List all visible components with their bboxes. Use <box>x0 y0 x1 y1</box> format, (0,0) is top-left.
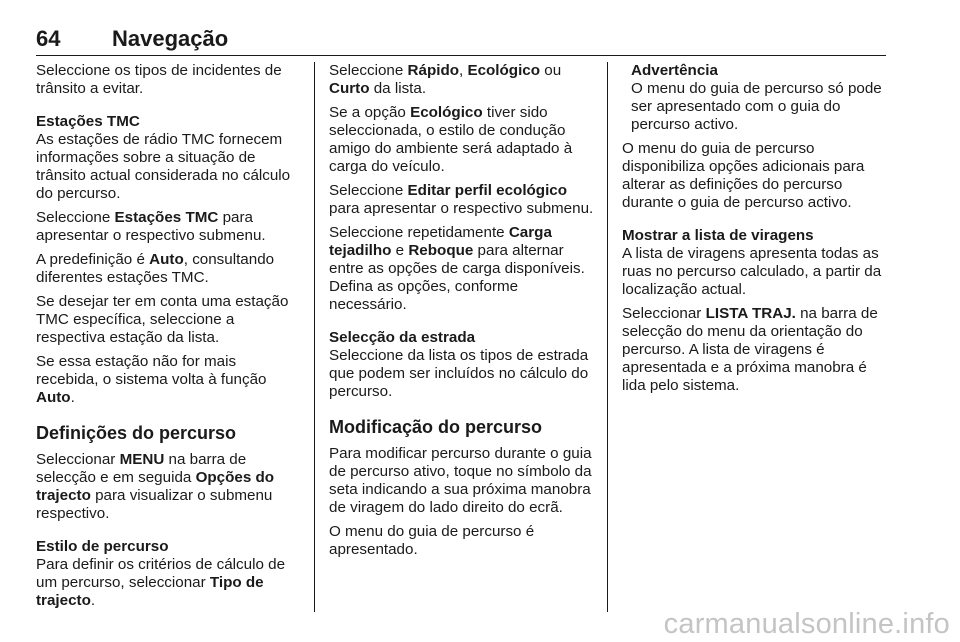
road-selection-heading: Selecção da estrada <box>329 329 476 346</box>
page-header <box>36 26 886 54</box>
column-divider-1 <box>314 62 315 612</box>
warning-text: O menu do guia de percurso só pode ser apresentado com o guia do percurso activo. <box>631 80 882 133</box>
guide-menu-paragraph: O menu do guia de percurso disponibiliza opções adicionais para alterar as definições do percurso durante o guia de percurso activo. <box>622 140 865 211</box>
route-modification-heading: Modificação do percurso <box>329 417 543 437</box>
route-style-heading: Estilo de percurso <box>36 538 169 555</box>
warning-title: Advertência <box>631 62 718 79</box>
route-settings-paragraph: Seleccionar MENU na barra de selecção e em seguida Opções do trajecto para visualizar o submenu respectivo. <box>36 451 275 522</box>
page-number: 64 <box>36 26 61 51</box>
turn-list-heading: Mostrar a lista de viragens <box>622 227 814 244</box>
warning-box <box>622 62 888 134</box>
watermark: carmanualsonline.info <box>663 608 950 640</box>
tmc-heading: Estações TMC <box>36 113 140 130</box>
column-3 <box>622 62 888 401</box>
eco-paragraph: Se a opção Ecológico tiver sido seleccionada, o estilo de condução amigo do ambiente será adaptado à carga do veículo. <box>329 104 573 175</box>
turn-list-paragraph: A lista de viragens apresenta todas as ruas no percurso calculado, a partir da localização actual. <box>622 245 882 298</box>
intro-paragraph: Seleccione os tipos de incidentes de trânsito a evitar. <box>36 62 282 97</box>
route-modification-paragraph: Para modificar percurso durante o guia de percurso ativo, toque no símbolo da seta indicando a sua próxima manobra de viragem do lado direito do ecrã. <box>329 445 592 516</box>
turn-list-select-paragraph: Seleccionar LISTA TRAJ. na barra de selecção do menu da orientação do percurso. A lista de viragens é apresentada e a próxima manobra é lida pelo sistema. <box>622 305 878 394</box>
station-lost-paragraph: Se essa estação não for mais recebida, o sistema volta à função Auto. <box>36 353 267 406</box>
route-settings-heading: Definições do percurso <box>36 423 237 443</box>
default-paragraph: A predefinição é Auto, consultando diferentes estações TMC. <box>36 251 275 286</box>
column-1 <box>36 62 302 616</box>
chapter-title: Navegação <box>112 26 229 51</box>
tmc-select-paragraph: Seleccione Estações TMC para apresentar o respectivo submenu. <box>36 209 266 244</box>
column-2 <box>329 62 595 565</box>
route-modification-result: O menu do guia de percurso é apresentado. <box>329 523 535 558</box>
eco-profile-paragraph: Seleccione Editar perfil ecológico para apresentar o respectivo submenu. <box>329 182 594 217</box>
specific-station-paragraph: Se desejar ter em conta uma estação TMC específica, seleccione a respectiva estação da lista. <box>36 293 289 346</box>
header-rule <box>36 55 886 56</box>
column-divider-2 <box>607 62 608 612</box>
route-type-paragraph: Seleccione Rápido, Ecológico ou Curto da lista. <box>329 62 562 97</box>
tmc-paragraph: As estações de rádio TMC fornecem informações sobre a situação de trânsito actual considerada no cálculo do percurso. <box>36 131 291 202</box>
load-paragraph: Seleccione repetidamente Carga tejadilho e Reboque para alternar entre as opções de carga disponíveis. Defina as opções, conforme necessário. <box>329 224 585 313</box>
road-selection-paragraph: Seleccione da lista os tipos de estrada que podem ser incluídos no cálculo do percurso. <box>329 347 589 400</box>
route-style-paragraph: Para definir os critérios de cálculo de um percurso, seleccionar Tipo de trajecto. <box>36 556 286 609</box>
